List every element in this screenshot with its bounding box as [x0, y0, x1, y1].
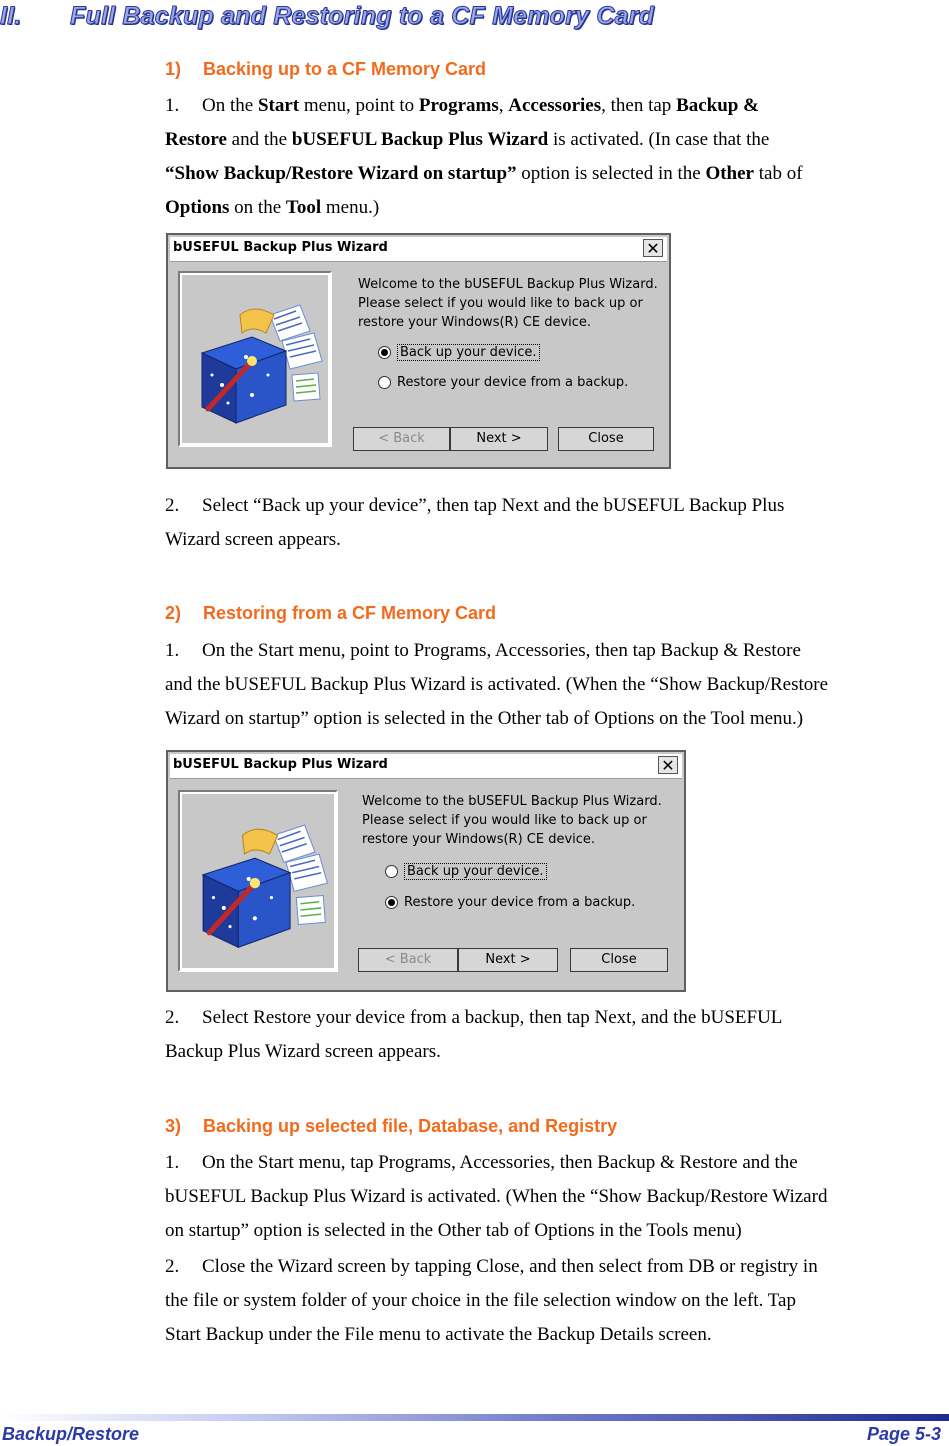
section-1-step-1: [165, 89, 947, 225]
step-number: 2.: [165, 1256, 180, 1277]
section-title: Backing up to a CF Memory Card: [203, 59, 487, 79]
section-3-step-1: [165, 1146, 947, 1248]
step-number: 1.: [165, 640, 180, 661]
section-number: 1): [165, 59, 182, 79]
bold-text: Backup &: [676, 95, 759, 116]
message-line: Please select if you would like to back up or: [362, 813, 647, 828]
dialog-title: bUSEFUL Backup Plus Wizard: [173, 757, 388, 772]
text: option is selected in the: [516, 163, 706, 184]
option-restore[interactable]: [378, 375, 628, 390]
dialog-title: bUSEFUL Backup Plus Wizard: [173, 240, 388, 255]
step-number: 2.: [165, 1007, 180, 1028]
bold-text: Tool: [285, 197, 322, 218]
text: Backup Plus Wizard screen appears.: [165, 1041, 441, 1062]
wizard-message: [362, 792, 662, 849]
section-number: 3): [165, 1116, 182, 1136]
text: Select Restore your device from a backup, then tap Next, and the bUSEFUL: [202, 1007, 783, 1028]
close-button[interactable]: Close: [558, 427, 654, 451]
step-number: 2.: [165, 495, 180, 516]
section-2-step-2: [165, 1001, 947, 1069]
text: On the Start menu, point to Programs, Accessories, then tap Backup & Restore: [202, 640, 801, 661]
backup-box-icon: [182, 275, 328, 443]
text: menu.): [321, 197, 380, 218]
text: on the: [229, 197, 286, 218]
bold-text: Restore: [165, 129, 227, 150]
message-line: restore your Windows(R) CE device.: [362, 832, 596, 847]
option-restore[interactable]: [385, 895, 635, 910]
text: Wizard screen appears.: [165, 529, 341, 550]
text: menu, point to: [299, 95, 419, 116]
message-line: Please select if you would like to back up or: [358, 296, 643, 311]
section-2-heading: [165, 603, 496, 624]
page-number: Page 5-3: [866, 1424, 941, 1444]
text: is activated. (In case that the: [548, 129, 770, 150]
option-label: Restore your device from a backup.: [397, 375, 629, 390]
text: Close the Wizard screen by tapping Close, and then select from DB or registry in: [202, 1256, 818, 1277]
chapter-number: II.: [0, 2, 22, 30]
option-label: Back up your device.: [404, 863, 547, 880]
back-button[interactable]: < Back: [353, 427, 450, 451]
backup-box-icon: [182, 794, 334, 968]
section-number: 2): [165, 603, 182, 623]
section-title: Restoring from a CF Memory Card: [203, 603, 497, 623]
message-line: Welcome to the bUSEFUL Backup Plus Wizard.: [358, 277, 658, 292]
next-button[interactable]: Next >: [458, 948, 558, 972]
text: bUSEFUL Backup Plus Wizard is activated. (When the “Show Backup/Restore Wizard: [165, 1186, 828, 1207]
wizard-message: [358, 275, 658, 332]
message-line: Welcome to the bUSEFUL Backup Plus Wizard.: [362, 794, 662, 809]
chapter-heading: [0, 2, 654, 31]
text: and the bUSEFUL Backup Plus Wizard is activated. (When the “Show Backup/Restore: [165, 674, 829, 695]
bold-text: Accessories: [508, 95, 602, 116]
wizard-dialog-backup: [166, 233, 671, 469]
bold-text: “Show Backup/Restore Wizard on startup”: [165, 163, 517, 184]
radio-selected-icon[interactable]: [378, 346, 391, 359]
chapter-title: Full Backup and Restoring to a CF Memory Card: [70, 2, 655, 30]
radio-unselected-icon[interactable]: [378, 376, 391, 389]
bold-text: Other: [705, 163, 754, 184]
radio-selected-icon[interactable]: [385, 896, 398, 909]
section-1-step-2: [165, 489, 947, 557]
next-button[interactable]: Next >: [450, 427, 548, 451]
close-button[interactable]: Close: [570, 948, 668, 972]
back-button[interactable]: < Back: [358, 948, 458, 972]
step-number: 1.: [165, 95, 180, 116]
text: and the: [226, 129, 292, 150]
wizard-dialog-restore: [166, 750, 686, 992]
bold-text: Programs: [418, 95, 499, 116]
step-number: 1.: [165, 1152, 180, 1173]
text: tab of: [754, 163, 803, 184]
close-icon[interactable]: ✕: [643, 239, 663, 257]
bold-text: Start: [257, 95, 300, 116]
option-label: Restore your device from a backup.: [404, 895, 636, 910]
text: On the: [202, 95, 258, 116]
section-title: Backing up selected file, Database, and Registry: [203, 1116, 618, 1136]
text: Wizard on startup” option is selected in the Other tab of Options on the Tool menu.): [165, 708, 804, 729]
dialog-titlebar: [170, 754, 682, 779]
text: On the Start menu, tap Programs, Accessories, then Backup & Restore and the: [202, 1152, 798, 1173]
text: Select “Back up your device”, then tap Next and the bUSEFUL Backup Plus: [202, 495, 785, 516]
option-backup[interactable]: [385, 864, 547, 879]
section-3-heading: [165, 1116, 617, 1137]
text: , then tap: [601, 95, 677, 116]
option-label: Back up your device.: [397, 344, 540, 361]
text: the file or system folder of your choice in the file selection window on the left. Tap: [165, 1290, 796, 1311]
text: ,: [498, 95, 509, 116]
bold-text: Options: [165, 197, 230, 218]
wizard-illustration: [178, 790, 338, 972]
radio-unselected-icon[interactable]: [385, 865, 398, 878]
bold-text: bUSEFUL Backup Plus Wizard: [291, 129, 549, 150]
close-icon[interactable]: ✕: [658, 756, 678, 774]
option-backup[interactable]: [378, 345, 540, 360]
wizard-illustration: [178, 271, 332, 447]
dialog-titlebar: [170, 237, 667, 262]
text: on startup” option is selected in the Other tab of Options in the Tools menu): [165, 1220, 742, 1241]
message-line: restore your Windows(R) CE device.: [358, 315, 592, 330]
footer-rule: [0, 1414, 949, 1421]
text: Start Backup under the File menu to activate the Backup Details screen.: [165, 1324, 712, 1345]
footer-chapter: Backup/Restore: [2, 1424, 140, 1444]
section-1-heading: [165, 59, 486, 80]
section-3-step-2: [165, 1250, 947, 1352]
section-2-step-1: [165, 634, 947, 736]
